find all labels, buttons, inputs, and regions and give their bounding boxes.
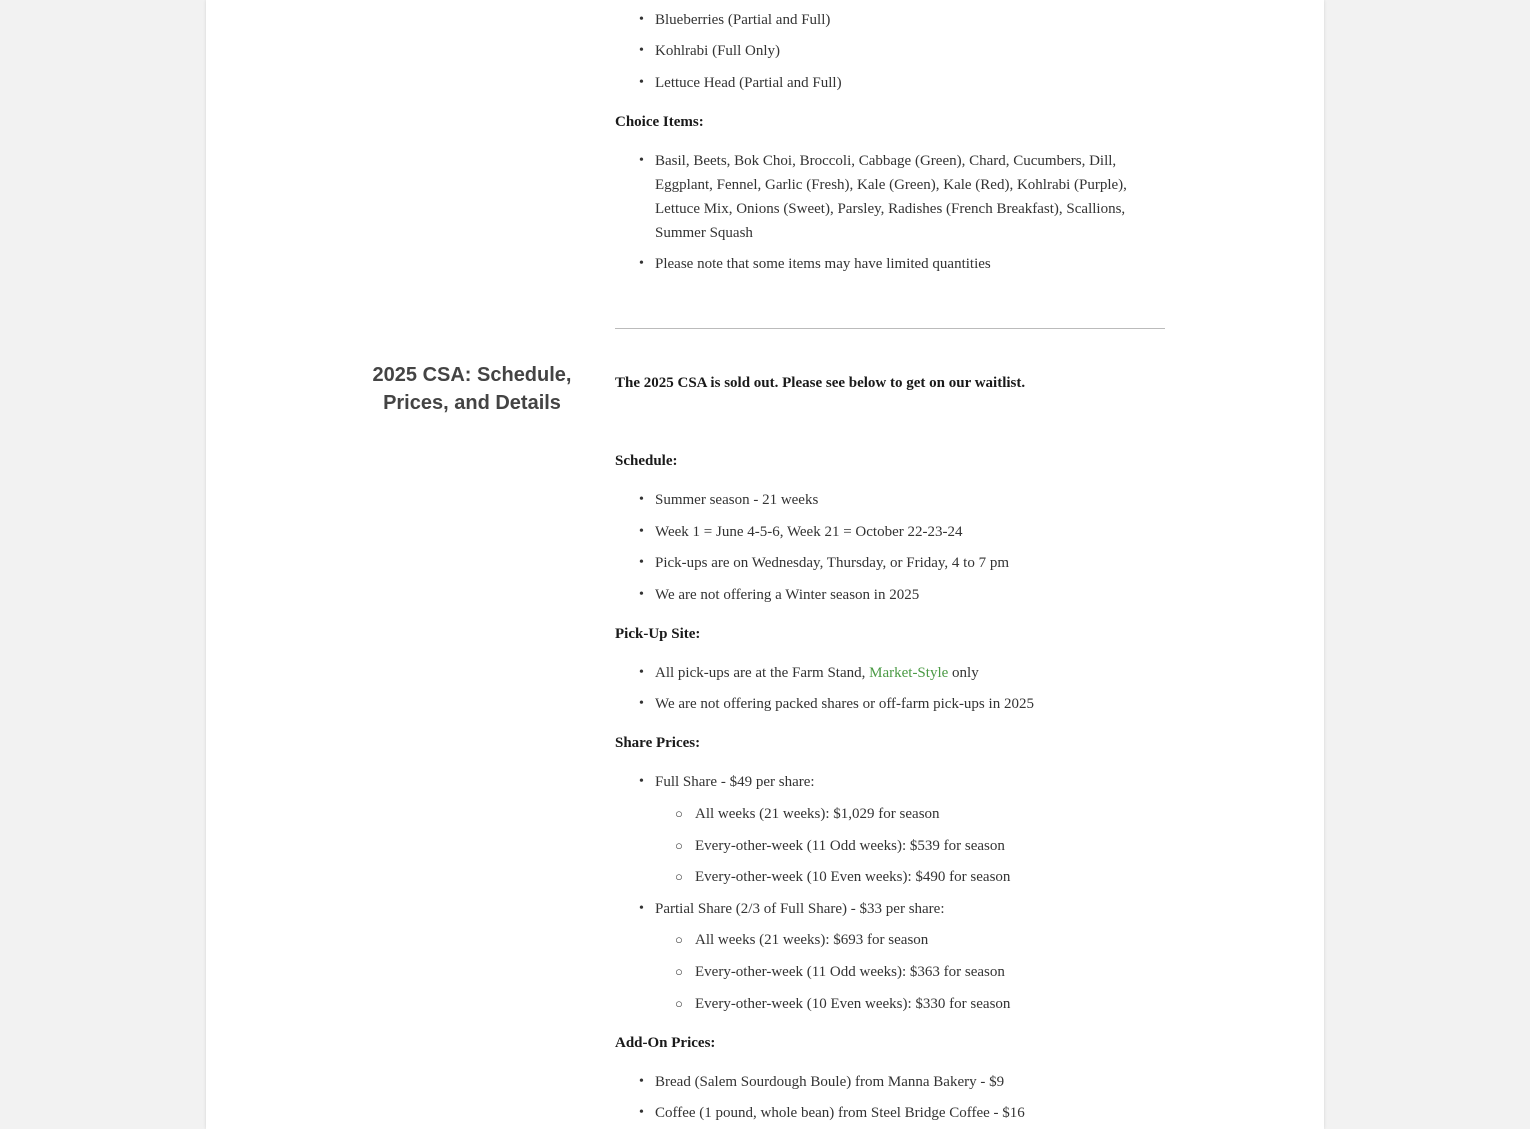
list-item: ○ All weeks (21 weeks): $1,029 for season	[655, 802, 1165, 826]
addon-prices-label: Add-On Prices:	[615, 1034, 716, 1051]
market-style-link[interactable]: Market-Style	[869, 664, 949, 681]
list-item: • We are not offering packed shares or off-farm pick-ups in 2025	[615, 692, 1165, 716]
list-item	[615, 661, 1165, 685]
choice-items-label: Choice Items:	[615, 113, 704, 130]
list-item: ○ Every-other-week (10 Even weeks): $330 for season	[655, 992, 1165, 1016]
partial-share-title: Partial Share (2/3 of Full Share) - $33 per share:	[655, 900, 945, 917]
schedule-label: Schedule:	[615, 453, 678, 469]
list-item: • Kohlrabi (Full Only)	[615, 39, 1165, 63]
pickup-site-label: Pick-Up Site:	[615, 625, 701, 642]
farm-stand-text: All pick-ups are at the Farm Stand,	[655, 664, 870, 681]
csa-section-heading: 2025 CSA: Schedule, Prices, and Details	[372, 364, 572, 414]
list-item: ○ Every-other-week (11 Odd weeks): $539 for season	[655, 834, 1165, 858]
full-share-title: Full Share - $49 per share:	[655, 774, 815, 791]
list-item: ○ All weeks (21 weeks): $693 for season	[655, 928, 1165, 952]
partial-share-options	[655, 928, 1165, 1015]
list-item: • Basil, Beets, Bok Choi, Broccoli, Cabbage (Green), Chard, Cucumbers, Dill, Eggplant, Fennel, Garlic (Fresh), Kale (Green), Kale (Red), Kohlrabi (Purple), Lettuce Mix, Onions (Sweet), Parsley, Radishes (French Breakfast), Scallions, Summer Squash	[615, 149, 1165, 245]
list-item: ○ Every-other-week (10 Even weeks): $490 for season	[655, 865, 1165, 889]
choice-items-list	[615, 149, 1165, 277]
schedule-list	[615, 488, 1165, 607]
full-share-options	[655, 802, 1165, 889]
farm-stand-suffix: only	[948, 664, 979, 681]
list-item: • Summer season - 21 weeks	[615, 488, 1165, 512]
csa-details-section	[615, 345, 1165, 1129]
page-container	[206, 0, 1324, 1129]
list-item: • Please note that some items may have limited quantities	[615, 252, 1165, 276]
list-item: • Bread (Salem Sourdough Boule) from Manna Bakery - $9	[615, 1070, 1165, 1094]
list-item: • We are not offering a Winter season in 2025	[615, 583, 1165, 607]
list-item	[615, 897, 1165, 1016]
list-item: • Pick-ups are on Wednesday, Thursday, or Friday, 4 to 7 pm	[615, 551, 1165, 575]
share-prices-label: Share Prices:	[615, 735, 701, 752]
section-divider	[615, 328, 1165, 329]
list-item	[615, 770, 1165, 889]
share-prices-list	[615, 770, 1165, 1015]
weekly-items-list	[615, 8, 1165, 95]
list-item: • Week 1 = June 4-5-6, Week 21 = October 22-23-24	[615, 520, 1165, 544]
list-item: • Coffee (1 pound, whole bean) from Steel Bridge Coffee - $16	[615, 1101, 1165, 1125]
addon-prices-list	[615, 1070, 1165, 1126]
pickup-site-list	[615, 661, 1165, 717]
previous-week-section	[615, 0, 1165, 284]
list-item: • Lettuce Head (Partial and Full)	[615, 71, 1165, 95]
sold-out-notice: The 2025 CSA is sold out. Please see below to get on our waitlist.	[615, 375, 1026, 391]
list-item: • Blueberries (Partial and Full)	[615, 8, 1165, 32]
list-item: ○ Every-other-week (11 Odd weeks): $363 for season	[655, 960, 1165, 984]
